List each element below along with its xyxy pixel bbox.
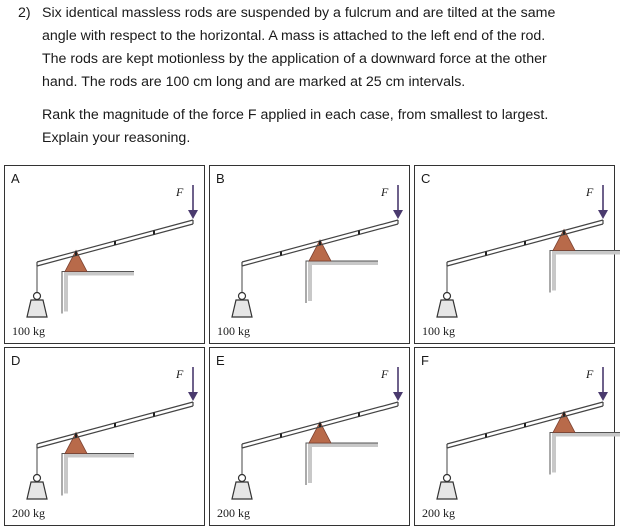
ground-shadow bbox=[308, 443, 312, 483]
panel-letter: E bbox=[216, 353, 225, 368]
mass-weight bbox=[27, 482, 47, 499]
support-bracket bbox=[62, 454, 134, 496]
panel-letter: D bbox=[11, 353, 21, 368]
question-number: 2) bbox=[18, 5, 31, 21]
problem-statement bbox=[42, 2, 618, 94]
mass-hook bbox=[444, 475, 451, 482]
panel-b bbox=[210, 166, 410, 344]
panel-letter: C bbox=[421, 171, 431, 186]
prompt-line: Explain your reasoning. bbox=[42, 130, 191, 146]
prompt-line: Rank the magnitude of the force F applied in each case, from smallest to largest. bbox=[42, 107, 549, 123]
panel-d bbox=[5, 348, 205, 526]
question-text bbox=[18, 2, 618, 150]
support-bracket bbox=[306, 443, 378, 485]
mass-label: 200 kg bbox=[12, 506, 45, 520]
rod-diagram-grid bbox=[0, 163, 620, 527]
mass-weight bbox=[232, 300, 252, 317]
statement-line: The rods are kept motionless by the application of a downward force at the other bbox=[42, 51, 547, 67]
mass-weight bbox=[437, 482, 457, 499]
support-bracket bbox=[62, 272, 134, 314]
force-label: F bbox=[176, 367, 184, 381]
ground-shadow bbox=[64, 454, 68, 494]
panel-letter: F bbox=[421, 353, 429, 368]
ground-shadow bbox=[64, 272, 68, 312]
force-arrow-head bbox=[393, 210, 403, 219]
mass-weight bbox=[232, 482, 252, 499]
support-bracket bbox=[306, 261, 378, 303]
ground-shadow bbox=[308, 261, 312, 301]
force-label: F bbox=[586, 185, 594, 199]
force-label: F bbox=[176, 185, 184, 199]
force-arrow-head bbox=[393, 392, 403, 401]
mass-label: 100 kg bbox=[217, 324, 250, 338]
panel-f bbox=[415, 348, 620, 526]
panel-e bbox=[210, 348, 410, 526]
mass-label: 200 kg bbox=[422, 506, 455, 520]
force-label: F bbox=[586, 367, 594, 381]
force-arrow-head bbox=[598, 392, 608, 401]
mass-hook bbox=[444, 293, 451, 300]
ground-shadow bbox=[308, 261, 378, 265]
statement-line: angle with respect to the horizontal. A mass is attached to the left end of the rod. bbox=[42, 28, 546, 44]
ground-shadow bbox=[552, 251, 556, 291]
ground-shadow bbox=[552, 433, 556, 473]
mass-hook bbox=[239, 475, 246, 482]
ground-shadow bbox=[552, 251, 620, 255]
panel-letter: A bbox=[11, 171, 20, 186]
mass-weight bbox=[27, 300, 47, 317]
mass-hook bbox=[34, 475, 41, 482]
mass-hook bbox=[239, 293, 246, 300]
mass-hook bbox=[34, 293, 41, 300]
panel-c bbox=[415, 166, 620, 344]
force-arrow-head bbox=[188, 210, 198, 219]
mass-label: 100 kg bbox=[422, 324, 455, 338]
force-label: F bbox=[381, 367, 389, 381]
ground-shadow bbox=[64, 454, 134, 458]
ranking-prompt bbox=[42, 104, 618, 150]
mass-weight bbox=[437, 300, 457, 317]
force-arrow-head bbox=[598, 210, 608, 219]
ground-shadow bbox=[64, 272, 134, 276]
panel-letter: B bbox=[216, 171, 225, 186]
mass-label: 200 kg bbox=[217, 506, 250, 520]
ground-shadow bbox=[552, 433, 620, 437]
statement-line: Six identical massless rods are suspended by a fulcrum and are tilted at the same bbox=[42, 5, 556, 21]
force-arrow-head bbox=[188, 392, 198, 401]
force-label: F bbox=[381, 185, 389, 199]
mass-label: 100 kg bbox=[12, 324, 45, 338]
panel-a bbox=[5, 166, 205, 344]
statement-line: hand. The rods are 100 cm long and are marked at 25 cm intervals. bbox=[42, 74, 466, 90]
support-bracket bbox=[550, 251, 620, 293]
support-bracket bbox=[550, 433, 620, 475]
ground-shadow bbox=[308, 443, 378, 447]
